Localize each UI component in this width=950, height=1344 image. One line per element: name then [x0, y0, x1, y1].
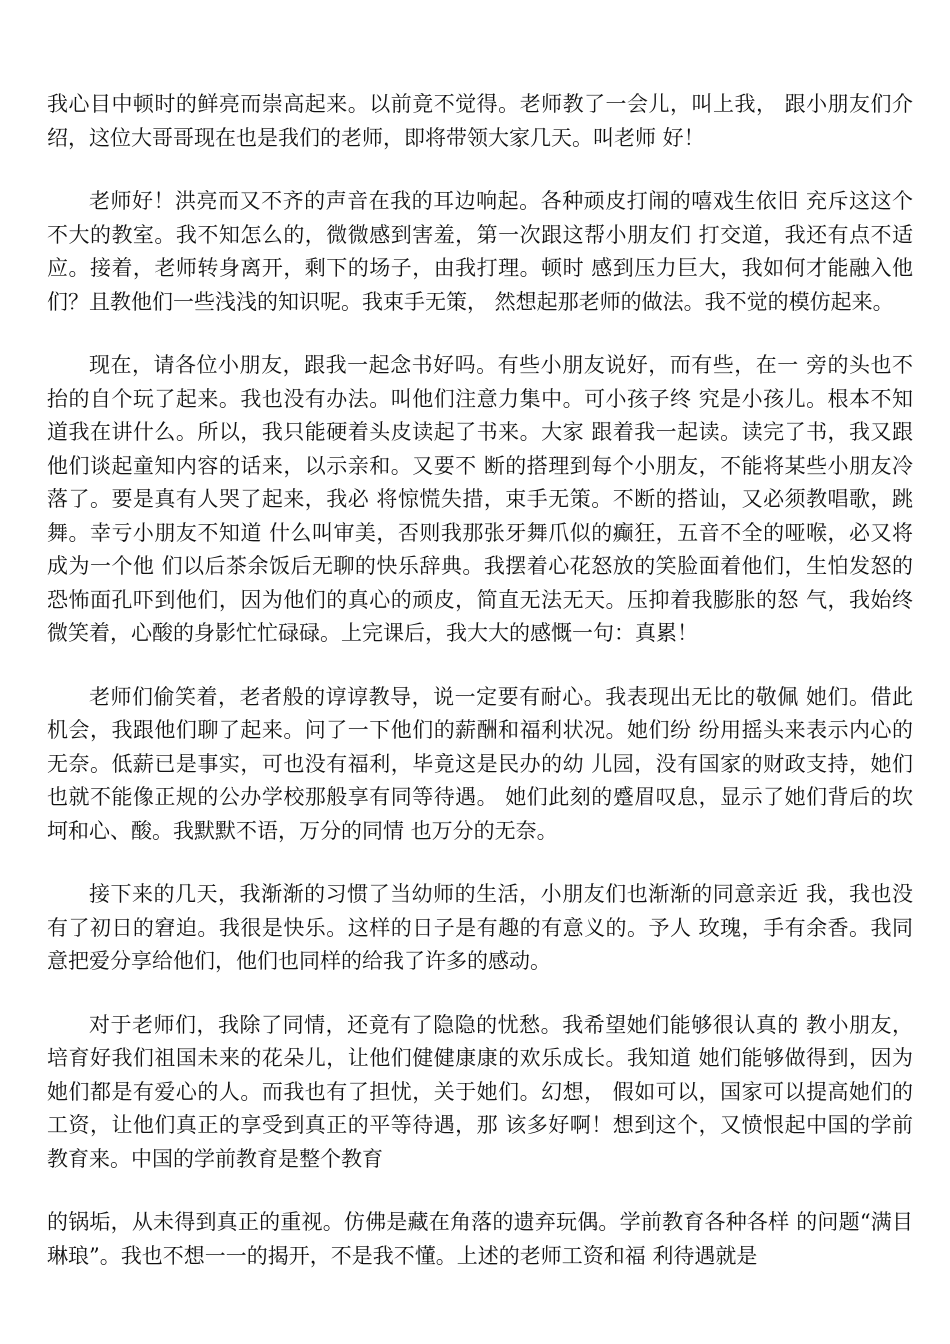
paragraph-3: 现在，请各位小朋友，跟我一起念书好吗。有些小朋友说好，而有些，在一 旁的头也不抬的自个玩了起来。我也没有办法。叫他们注意力集中。可小孩子终 究是小孩儿。根本不知道我在讲什么。所以，我只能硬着头皮读起了书来。大家 跟着我一起读。读完了书，我又跟他们谈起童知内容的话来，以示亲和。又要不 断的搭理到每个小朋友，不能将某些小朋友冷落了。要是真有人哭了起来，我必 将惊慌失措，束手无策。不断的搭讪，又必须教唱歌，跳舞。幸亏小朋友不知道 什么叫审美，否则我那张牙舞爪似的癫狂，五音不全的哑喉，必又将成为一个他 们以后茶余饭后无聊的快乐辞典。我摆着心花怒放的笑脸面着他们，生怕发怒的 恐怖面孔吓到他们，因为他们的真心的顽皮，简直无法无天。压抑着我膨胀的怒 气，我始终微笑着，心酸的身影忙忙碌碌。上完课后，我大大的感慨一句：真累！ — [47, 353, 913, 645]
document-body — [47, 88, 913, 1303]
paragraph-6: 对于老师们，我除了同情，还竟有了隐隐的忧愁。我希望她们能够很认真的 教小朋友，培育好我们祖国未来的花朵儿，让他们健健康康的欢乐成长。我知道 她们能够做得到，因为她们都是有爱心的人。而我也有了担忧，关于她们。幻想， 假如可以，国家可以提高她们的工资，让他们真正的享受到真正的平等待遇，那 该多好啊！想到这个，又愤恨起中国的学前教育来。中国的学前教育是整个教育 — [47, 1012, 913, 1171]
paragraph-1: 我心目中顿时的鲜亮而崇高起来。以前竟不觉得。老师教了一会儿，叫上我， 跟小朋友们介绍，这位大哥哥现在也是我们的老师，即将带领大家几天。叫老师 好！ — [47, 92, 913, 150]
paragraph-4: 老师们偷笑着，老者般的谆谆教导，说一定要有耐心。我表现出无比的敬佩 她们。借此机会，我跟他们聊了起来。问了一下他们的薪酬和福利状况。她们纷 纷用摇头来表示内心的无奈。低薪已是事实，可也没有福利，毕竟这是民办的幼 儿园，没有国家的财政支持，她们也就不能像正规的公办学校那般享有同等待遇。 她们此刻的蹙眉叹息，显示了她们背后的坎坷和心、酸。我默默不语，万分的同情 也万分的无奈。 — [47, 684, 913, 843]
paragraph-2: 老师好！洪亮而又不齐的声音在我的耳边响起。各种顽皮打闹的嘻戏生依旧 充斥这这个不大的教室。我不知怎么的，微微感到害羞，第一次跟这帮小朋友们 打交道，我还有点不适应。接着，老师转身离开，剩下的场子，由我打理。顿时 感到压力巨大，我如何才能融入他们？且教他们一些浅浅的知识呢。我束手无策， 然想起那老师的做法。我不觉的模仿起来。 — [47, 189, 913, 314]
paragraph-5: 接下来的几天，我渐渐的习惯了当幼师的生活，小朋友们也渐渐的同意亲近 我，我也没有了初日的窘迫。我很是快乐。这样的日子是有趣的有意义的。予人 玫瑰，手有余香。我同意把爱分享给他们，他们也同样的给我了许多的感动。 — [47, 882, 913, 973]
paragraph-7: 的锅垢，从未得到真正的重视。仿佛是藏在角落的遗弃玩偶。学前教育各种各样 的问题“满目琳琅”。我也不想一一的揭开，不是我不懂。上述的老师工资和福 利待遇就是 — [47, 1210, 913, 1268]
